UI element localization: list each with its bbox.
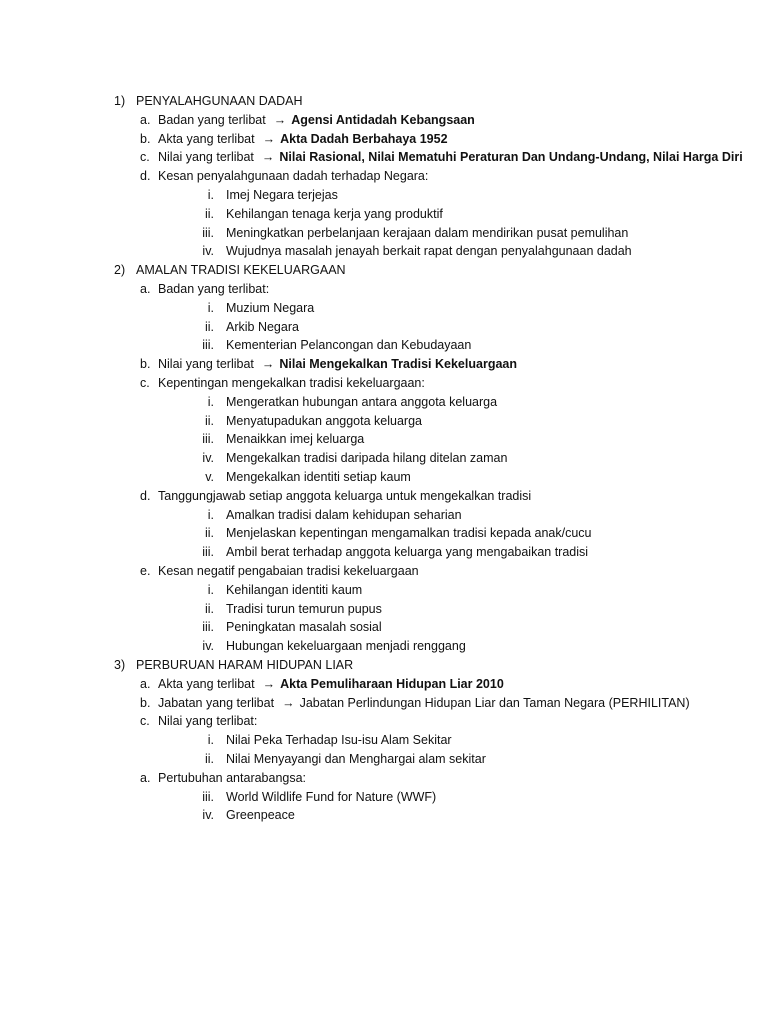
- item-content: [158, 280, 269, 299]
- section-number: 3): [114, 658, 126, 672]
- sub-list-item: [0, 600, 768, 619]
- sub-item-marker: ii.: [204, 526, 214, 540]
- sub-item-marker: ii.: [204, 207, 214, 221]
- item-label: Kepentingan mengekalkan tradisi kekeluargaan:: [158, 376, 425, 390]
- item-marker: a.: [140, 282, 151, 296]
- section-number: 2): [114, 263, 126, 277]
- item-marker: a.: [140, 771, 151, 785]
- sub-item-text: Kehilangan identiti kaum: [226, 583, 363, 597]
- sub-list-item: [0, 393, 768, 412]
- list-item: [0, 374, 768, 393]
- item-content: [158, 374, 425, 393]
- item-label: Nilai yang terlibat: [158, 357, 254, 371]
- sub-item-marker: iii.: [202, 545, 214, 559]
- list-item: [0, 130, 768, 149]
- section-heading-line: [0, 656, 768, 675]
- sub-item-text: Meningkatkan perbelanjaan kerajaan dalam mendirikan pusat pemulihan: [226, 226, 629, 240]
- sub-item-text: Arkib Negara: [226, 320, 299, 334]
- item-value-bold: Akta Pemuliharaan Hidupan Liar 2010: [280, 677, 504, 691]
- list-item: [0, 694, 768, 713]
- item-content: [158, 694, 690, 713]
- section-heading-line: [0, 261, 768, 280]
- item-content: [158, 130, 448, 149]
- item-label: Badan yang terlibat: [158, 113, 266, 127]
- item-label: Tanggungjawab setiap anggota keluarga untuk mengekalkan tradisi: [158, 489, 532, 503]
- arrow-right-icon: →: [262, 677, 276, 691]
- item-marker: b.: [140, 357, 151, 371]
- sub-item-marker: i.: [207, 733, 214, 747]
- sub-item-marker: i.: [207, 188, 214, 202]
- sub-list-item: [0, 186, 768, 205]
- item-marker: d.: [140, 169, 151, 183]
- arrow-right-icon: →: [262, 132, 276, 146]
- item-value-bold: Nilai Mengekalkan Tradisi Kekeluargaan: [279, 357, 517, 371]
- arrow-right-icon: →: [261, 150, 275, 164]
- sub-item-text: Tradisi turun temurun pupus: [226, 602, 382, 616]
- list-item: [0, 487, 768, 506]
- sub-item-marker: ii.: [204, 320, 214, 334]
- sub-item-text: Peningkatan masalah sosial: [226, 620, 382, 634]
- section-heading-line: [0, 92, 768, 111]
- sub-item-marker: iv.: [202, 244, 214, 258]
- item-value-bold: Akta Dadah Berbahaya 1952: [280, 132, 448, 146]
- sub-item-text: Greenpeace: [226, 808, 295, 822]
- sub-item-text: Menaikkan imej keluarga: [226, 432, 365, 446]
- list-item: [0, 712, 768, 731]
- item-label: Akta yang terlibat: [158, 132, 255, 146]
- item-marker: c.: [140, 714, 150, 728]
- list-item: [0, 148, 768, 167]
- item-content: [158, 111, 475, 130]
- item-content: [158, 675, 504, 694]
- sub-list-item: [0, 242, 768, 261]
- sub-list-item: [0, 750, 768, 769]
- item-content: [158, 148, 743, 167]
- list-item: [0, 675, 768, 694]
- sub-item-marker: iv.: [202, 639, 214, 653]
- sub-item-text: Mengekalkan tradisi daripada hilang ditelan zaman: [226, 451, 508, 465]
- item-marker: b.: [140, 696, 151, 710]
- sub-list-item: [0, 318, 768, 337]
- item-content: [158, 167, 428, 186]
- sub-item-text: Muzium Negara: [226, 301, 315, 315]
- arrow-right-icon: →: [282, 696, 295, 710]
- sub-item-text: Wujudnya masalah jenayah berkait rapat dengan penyalahgunaan dadah: [226, 244, 632, 258]
- sub-item-marker: iv.: [202, 451, 214, 465]
- section-number: 1): [114, 94, 126, 108]
- section-heading: PERBURUAN HARAM HIDUPAN LIAR: [136, 658, 354, 672]
- sub-item-marker: ii.: [204, 414, 214, 428]
- item-content: [158, 562, 419, 581]
- item-content: [158, 487, 531, 506]
- sub-item-text: World Wildlife Fund for Nature (WWF): [226, 790, 437, 804]
- item-marker: c.: [140, 376, 150, 390]
- sub-item-marker: ii.: [204, 752, 214, 766]
- item-value-bold: Nilai Rasional, Nilai Mematuhi Peraturan Dan Undang-Undang, Nilai Harga Diri: [279, 150, 743, 164]
- item-label: Jabatan yang terlibat: [158, 696, 275, 710]
- sub-item-marker: i.: [207, 301, 214, 315]
- sub-list-item: [0, 336, 768, 355]
- sub-item-marker: v.: [205, 470, 214, 484]
- sub-item-text: Hubungan kekeluargaan menjadi renggang: [226, 639, 466, 653]
- sub-item-text: Menyatupadukan anggota keluarga: [226, 414, 422, 428]
- sub-list-item: [0, 430, 768, 449]
- sub-list-item: [0, 788, 768, 807]
- item-marker: d.: [140, 489, 151, 503]
- list-item: [0, 167, 768, 186]
- sub-list-item: [0, 581, 768, 600]
- list-item: [0, 562, 768, 581]
- item-value-bold: Agensi Antidadah Kebangsaan: [291, 113, 475, 127]
- arrow-right-icon: →: [273, 113, 287, 127]
- sub-list-item: [0, 224, 768, 243]
- sub-list-item: [0, 731, 768, 750]
- sub-item-marker: iii.: [202, 620, 214, 634]
- sub-item-marker: iii.: [202, 338, 214, 352]
- sub-item-text: Amalkan tradisi dalam kehidupan seharian: [226, 508, 462, 522]
- sub-list-item: [0, 299, 768, 318]
- sub-list-item: [0, 637, 768, 656]
- sub-list-item: [0, 618, 768, 637]
- sub-item-marker: iii.: [202, 226, 214, 240]
- item-label: Kesan negatif pengabaian tradisi kekeluargaan: [158, 564, 419, 578]
- section-heading: AMALAN TRADISI KEKELUARGAAN: [136, 263, 346, 277]
- sub-list-item: [0, 506, 768, 525]
- item-value: Jabatan Perlindungan Hidupan Liar dan Taman Negara (PERHILITAN): [299, 696, 690, 710]
- item-label: Akta yang terlibat: [158, 677, 255, 691]
- sub-item-marker: iii.: [202, 432, 214, 446]
- item-content: [158, 355, 517, 374]
- sub-item-marker: iii.: [202, 790, 214, 804]
- sub-item-text: Nilai Menyayangi dan Menghargai alam sekitar: [226, 752, 486, 766]
- arrow-right-icon: →: [261, 357, 275, 371]
- sub-list-item: [0, 524, 768, 543]
- list-item: [0, 769, 768, 788]
- sub-list-item: [0, 468, 768, 487]
- list-item: [0, 280, 768, 299]
- item-content: [158, 712, 257, 731]
- sub-list-item: [0, 806, 768, 825]
- sub-list-item: [0, 205, 768, 224]
- item-label: Pertubuhan antarabangsa:: [158, 771, 307, 785]
- sub-list-item: [0, 449, 768, 468]
- item-marker: a.: [140, 113, 151, 127]
- sub-item-marker: i.: [207, 395, 214, 409]
- sub-item-text: Nilai Peka Terhadap Isu-isu Alam Sekitar: [226, 733, 452, 747]
- sub-item-marker: iv.: [202, 808, 214, 822]
- item-label: Nilai yang terlibat:: [158, 714, 258, 728]
- sub-item-text: Kementerian Pelancongan dan Kebudayaan: [226, 338, 472, 352]
- sub-item-text: Kehilangan tenaga kerja yang produktif: [226, 207, 443, 221]
- sub-item-marker: ii.: [204, 602, 214, 616]
- item-label: Kesan penyalahgunaan dadah terhadap Negara:: [158, 169, 429, 183]
- section-heading: PENYALAHGUNAAN DADAH: [136, 94, 303, 108]
- item-label: Badan yang terlibat:: [158, 282, 270, 296]
- item-marker: e.: [140, 564, 151, 578]
- item-marker: c.: [140, 150, 150, 164]
- item-content: [158, 769, 306, 788]
- item-label: Nilai yang terlibat: [158, 150, 254, 164]
- item-marker: a.: [140, 677, 151, 691]
- sub-item-marker: i.: [207, 508, 214, 522]
- sub-item-text: Mengekalkan identiti setiap kaum: [226, 470, 411, 484]
- sub-item-text: Mengeratkan hubungan antara anggota keluarga: [226, 395, 498, 409]
- sub-item-text: Menjelaskan kepentingan mengamalkan tradisi kepada anak/cucu: [226, 526, 592, 540]
- item-marker: b.: [140, 132, 151, 146]
- sub-item-text: Imej Negara terjejas: [226, 188, 338, 202]
- sub-item-text: Ambil berat terhadap anggota keluarga yang mengabaikan tradisi: [226, 545, 589, 559]
- list-item: [0, 111, 768, 130]
- sub-list-item: [0, 412, 768, 431]
- sub-list-item: [0, 543, 768, 562]
- sub-item-marker: i.: [207, 583, 214, 597]
- list-item: [0, 355, 768, 374]
